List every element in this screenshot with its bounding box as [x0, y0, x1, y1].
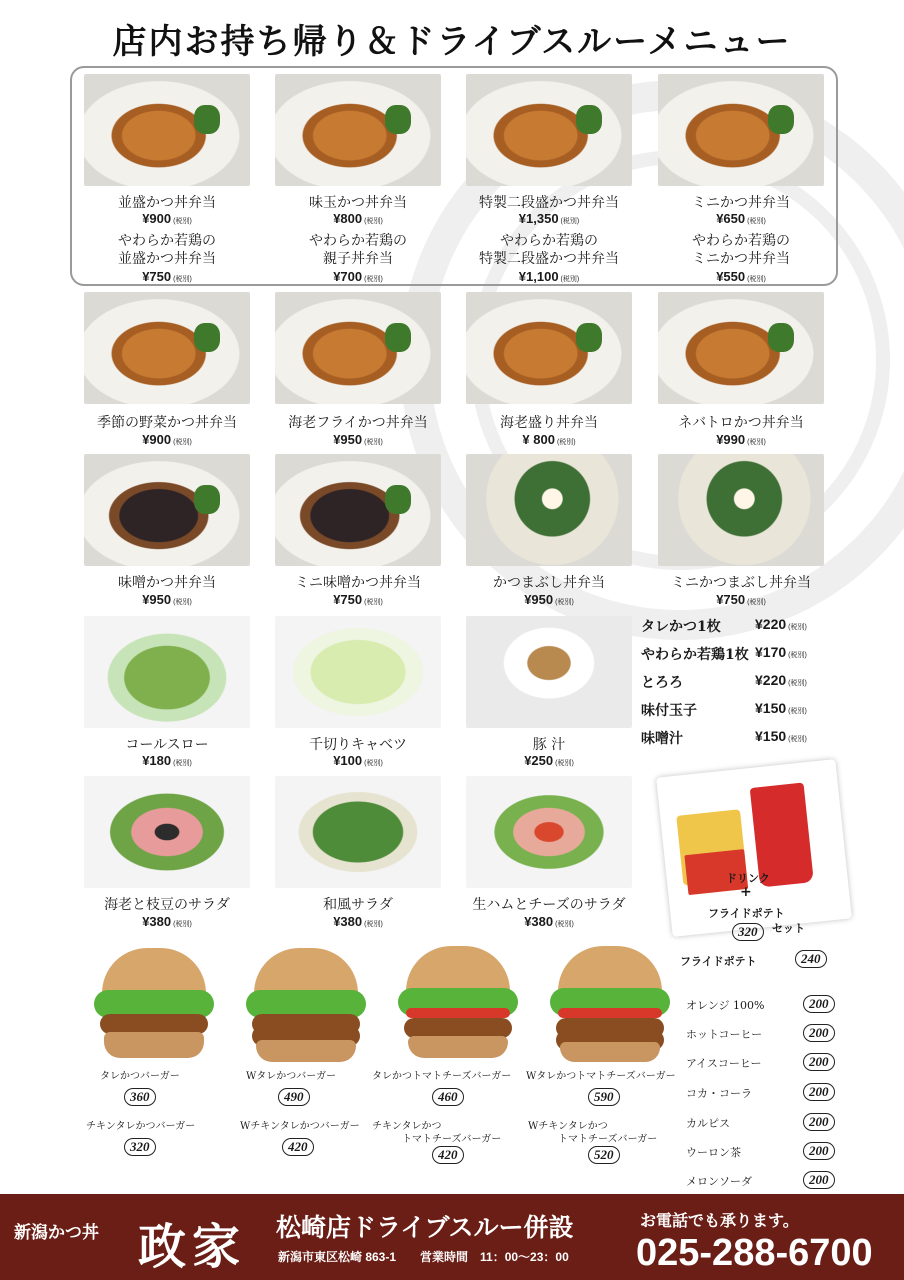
drink-name: メロンソーダ: [686, 1175, 752, 1188]
burger-alt-price: 420: [282, 1138, 314, 1156]
item-name: ミニかつまぶし丼弁当: [671, 575, 811, 591]
item-alt-price: ¥700 (税別): [333, 269, 383, 284]
burger-alt-price: 520: [588, 1146, 620, 1164]
page-title: 店内お持ち帰り＆ドライブスルーメニュー: [112, 22, 792, 62]
food-photo: [466, 616, 632, 728]
food-photo: [275, 776, 441, 888]
drink-price: 200: [803, 1053, 835, 1071]
item-price: ¥1,350 (税別): [518, 211, 580, 226]
side-item-name: とろろ: [641, 675, 683, 691]
drink-price: 200: [803, 995, 835, 1013]
item-price: ¥800 (税別): [333, 211, 383, 226]
burger-alt-name: Wチキンタレかつ トマトチーズバーガー: [528, 1121, 658, 1145]
item-price: ¥950 (税別): [142, 592, 192, 607]
item-name: コールスロー: [125, 737, 209, 753]
food-photo: [84, 74, 250, 186]
burger-alt-name: Wチキンタレかつバーガー: [240, 1121, 360, 1132]
burger-price: 360: [124, 1088, 156, 1106]
burger-name: タレかつトマトチーズバーガー: [372, 1071, 512, 1082]
food-photo: [275, 616, 441, 728]
burger-photo: [246, 948, 366, 1066]
item-price: ¥990 (税別): [716, 432, 766, 447]
drink-name: カルピス: [686, 1117, 730, 1130]
burger-photo: [94, 948, 214, 1066]
burger-alt-price: 320: [124, 1138, 156, 1156]
item-alt-name: やわらか若鶏の 並盛かつ丼弁当: [118, 233, 216, 267]
item-price: ¥650 (税別): [716, 211, 766, 226]
item-name: 海老盛り丼弁当: [500, 415, 598, 431]
drink-name: ウーロン茶: [686, 1146, 741, 1159]
store-address-hours: 新潟市東区松崎 863-1 営業時間 11：00〜23：00: [278, 1250, 569, 1264]
side-item-name: やわらか若鶏1枚: [641, 647, 749, 663]
fries-name: フライドポテト: [680, 955, 757, 968]
brand-logo: 政家: [138, 1219, 247, 1275]
food-photo: [466, 454, 632, 566]
burger-alt-name: チキンタレかつバーガー: [86, 1121, 196, 1132]
fries-price: 240: [795, 950, 827, 968]
item-price: ¥900 (税別): [142, 432, 192, 447]
item-alt-name: やわらか若鶏の 特製二段盛かつ丼弁当: [479, 233, 619, 267]
brand-tagline: 新潟かつ丼: [14, 1223, 99, 1243]
food-photo: [84, 776, 250, 888]
drink-price: 200: [803, 1142, 835, 1160]
drink-price: 200: [803, 1024, 835, 1042]
side-item-name: 味付玉子: [641, 703, 697, 719]
item-price: ¥750 (税別): [716, 592, 766, 607]
item-price: ¥950 (税別): [333, 432, 383, 447]
item-price: ¥250 (税別): [524, 753, 574, 768]
food-photo: [275, 454, 441, 566]
item-name: 海老と枝豆のサラダ: [104, 897, 230, 913]
side-item-price: ¥150 (税別): [755, 700, 807, 716]
item-name: 味玉かつ丼弁当: [309, 195, 407, 211]
phone-number[interactable]: 025-288-6700: [636, 1232, 873, 1274]
drink-name: ホットコーヒー: [686, 1028, 763, 1041]
store-name: 松崎店ドライブスルー併設: [276, 1213, 574, 1242]
burger-name: タレかつバーガー: [100, 1071, 180, 1082]
side-item-price: ¥220 (税別): [755, 672, 807, 688]
set-price: 320: [732, 923, 764, 941]
item-name: 特製二段盛かつ丼弁当: [479, 195, 619, 211]
food-photo: [84, 292, 250, 404]
item-price: ¥180 (税別): [142, 753, 192, 768]
set-suffix: セット: [772, 922, 805, 935]
item-alt-price: ¥550 (税別): [716, 269, 766, 284]
side-item-price: ¥170 (税別): [755, 644, 807, 660]
burger-name: Wタレかつバーガー: [246, 1071, 337, 1082]
item-price: ¥ 800 (税別): [522, 432, 576, 447]
item-price: ¥380 (税別): [333, 914, 383, 929]
side-item-name: 味噌汁: [641, 731, 683, 747]
item-name: ミニかつ丼弁当: [692, 195, 790, 211]
item-name: 千切りキャベツ: [309, 737, 407, 753]
item-alt-name: やわらか若鶏の 親子丼弁当: [309, 233, 407, 267]
drink-price: 200: [803, 1171, 835, 1189]
burger-alt-price: 420: [432, 1146, 464, 1164]
set-line-1: ドリンク: [726, 872, 770, 885]
item-alt-name: やわらか若鶏の ミニかつ丼弁当: [692, 233, 790, 267]
item-price: ¥900 (税別): [142, 211, 192, 226]
drink-price: 200: [803, 1113, 835, 1131]
item-name: 和風サラダ: [323, 897, 393, 913]
item-name: 豚 汁: [532, 737, 566, 753]
food-photo: [658, 74, 824, 186]
drink-name: コカ・コーラ: [686, 1087, 752, 1100]
side-item-price: ¥220 (税別): [755, 616, 807, 632]
burger-name: Wタレかつトマトチーズバーガー: [526, 1071, 676, 1082]
food-photo: [84, 616, 250, 728]
burger-photo: [398, 946, 518, 1064]
item-price: ¥950 (税別): [524, 592, 574, 607]
item-price: ¥100 (税別): [333, 753, 383, 768]
drink-name: オレンジ 100%: [686, 999, 765, 1012]
phone-note: お電話でも承ります。: [640, 1211, 799, 1230]
item-name: ネバトロかつ丼弁当: [678, 415, 804, 431]
item-name: 季節の野菜かつ丼弁当: [97, 415, 237, 431]
side-item-name: タレかつ1枚: [641, 619, 721, 635]
side-item-price: ¥150 (税別): [755, 728, 807, 744]
food-photo: [84, 454, 250, 566]
burger-price: 460: [432, 1088, 464, 1106]
drink-name: アイスコーヒー: [686, 1057, 762, 1070]
item-price: ¥380 (税別): [142, 914, 192, 929]
item-price: ¥380 (税別): [524, 914, 574, 929]
burger-price: 490: [278, 1088, 310, 1106]
food-photo: [658, 454, 824, 566]
item-alt-price: ¥750 (税別): [142, 269, 192, 284]
item-name: かつまぶし丼弁当: [493, 575, 605, 591]
item-name: 並盛かつ丼弁当: [118, 195, 216, 211]
burger-price: 590: [588, 1088, 620, 1106]
food-photo: [275, 74, 441, 186]
item-price: ¥750 (税別): [333, 592, 383, 607]
footer-banner: [0, 1194, 904, 1280]
food-photo: [466, 776, 632, 888]
item-name: 生ハムとチーズのサラダ: [472, 897, 626, 913]
food-photo: [466, 74, 632, 186]
set-line-2: フライドポテト: [708, 907, 785, 920]
set-plus: +: [740, 884, 752, 900]
food-photo: [275, 292, 441, 404]
food-photo: [658, 292, 824, 404]
item-name: 海老フライかつ丼弁当: [288, 415, 428, 431]
burger-alt-name: チキンタレかつ トマトチーズバーガー: [372, 1121, 502, 1145]
item-alt-price: ¥1,100 (税別): [518, 269, 580, 284]
burger-photo: [550, 946, 670, 1064]
item-name: 味噌かつ丼弁当: [118, 575, 216, 591]
item-name: ミニ味噌かつ丼弁当: [295, 575, 421, 591]
drink-price: 200: [803, 1083, 835, 1101]
food-photo: [466, 292, 632, 404]
